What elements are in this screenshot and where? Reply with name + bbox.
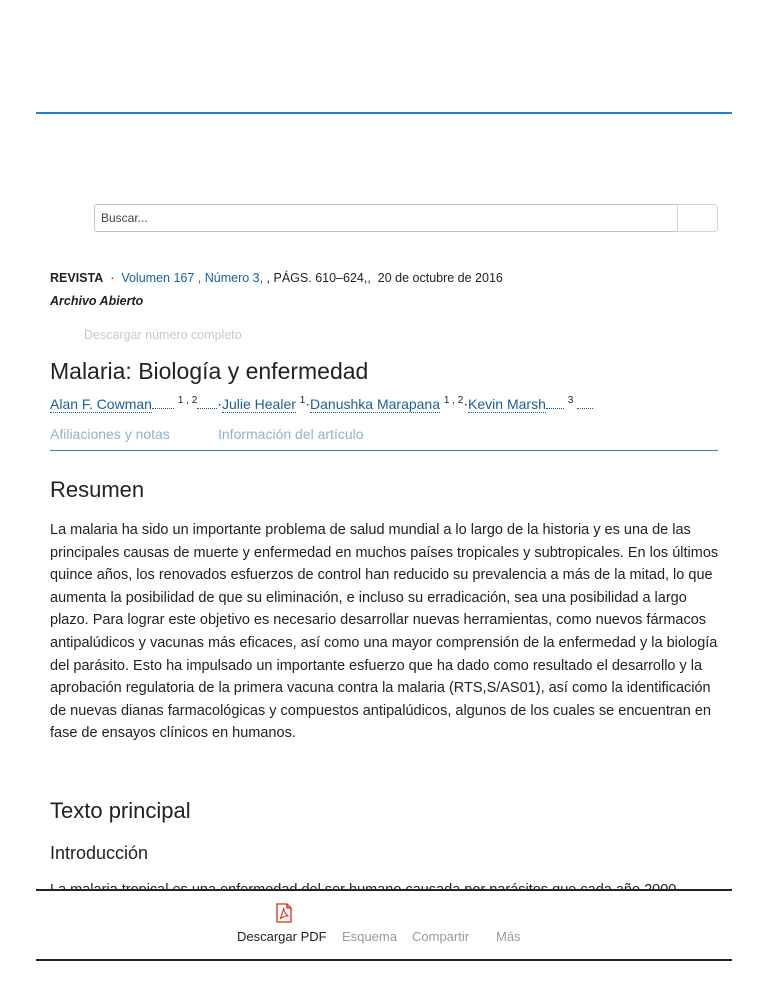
tab-article-info[interactable]: Información del artículo bbox=[218, 426, 364, 442]
download-issue-link[interactable]: Descargar número completo bbox=[84, 328, 242, 342]
author-affiliation-sup: 1 , 2 bbox=[443, 395, 464, 406]
search-input[interactable] bbox=[94, 204, 678, 232]
author-affiliation-sup: 1 bbox=[299, 395, 306, 406]
publication-date: 20 de octubre de 2016 bbox=[377, 271, 503, 285]
open-access-label: Archivo Abierto bbox=[50, 294, 144, 308]
author-link[interactable]: Kevin Marsh bbox=[468, 395, 546, 412]
main-text-heading: Texto principal bbox=[50, 798, 191, 823]
more-button[interactable]: Más bbox=[496, 929, 521, 944]
article-meta bbox=[50, 271, 503, 285]
article-tabs bbox=[50, 426, 718, 451]
pdf-icon[interactable] bbox=[275, 903, 293, 923]
top-header-bar bbox=[36, 0, 732, 114]
download-pdf-button[interactable]: Descargar PDF bbox=[237, 929, 327, 944]
author-list: Alan F. Cowman $^{1 , 2}$ ·Julie Healer $^1$·Danushka Marapana $^{1 , 2}$·Kevin Marsh $^3$ bbox=[50, 395, 593, 412]
outline-button[interactable]: Esquema bbox=[342, 929, 397, 944]
author-link[interactable]: Alan F. Cowman bbox=[50, 395, 152, 412]
pages-info: , PÁGS. 610–624,, bbox=[266, 271, 371, 285]
author-affiliation-sup: 3 bbox=[567, 395, 574, 406]
tab-affiliations[interactable]: Afiliaciones y notas bbox=[50, 426, 170, 442]
journal-label: REVISTA bbox=[50, 271, 104, 285]
meta-separator: · bbox=[110, 271, 115, 285]
search-bar bbox=[94, 204, 718, 232]
volume-issue-link[interactable]: Volumen 167 , Número 3, bbox=[121, 271, 264, 285]
abstract-text: La malaria ha sido un importante problema de salud mundial a lo largo de la historia y es una de las principales causas de muerte y enfermedad en muchos países tropicales y subtropicales. En los últimos quince años, los renovados esfuerzos de control han reducido su prevalencia a más de la mitad, lo que aumenta la posibilidad de que su eliminación, e incluso su erradicación, sea una posibilidad a largo plazo. Para lograr este objetivo es necesario desarrollar nuevas herramientas, como nuevos fármacos antipalúdicos y vacunas más eficaces, así como una mayor comprensión de la enfermedad y la biología del parásito. Esto ha impulsado un importante esfuerzo que ha dado como resultado el desarrollo y la aprobación regulatoria de la primera vacuna contra la malaria (RTS,S/AS01), así como la identificación de nuevas dianas farmacológicas y compuestos antipalúdicos, algunos de los cuales se encuentran en fase de ensayos clínicos en humanos. bbox=[50, 522, 719, 742]
author-link[interactable]: Julie Healer bbox=[221, 395, 296, 412]
introduction-heading: Introducción bbox=[50, 843, 149, 863]
author-link[interactable]: Danushka Marapana bbox=[310, 395, 441, 412]
share-button[interactable]: Compartir bbox=[412, 929, 470, 944]
bottom-toolbar bbox=[36, 889, 732, 961]
search-button[interactable] bbox=[677, 204, 718, 232]
author-affiliation-sup: 1 , 2 bbox=[177, 395, 198, 406]
article-title: Malaria: Biología y enfermedad bbox=[50, 358, 369, 384]
abstract-heading: Resumen bbox=[50, 477, 145, 502]
